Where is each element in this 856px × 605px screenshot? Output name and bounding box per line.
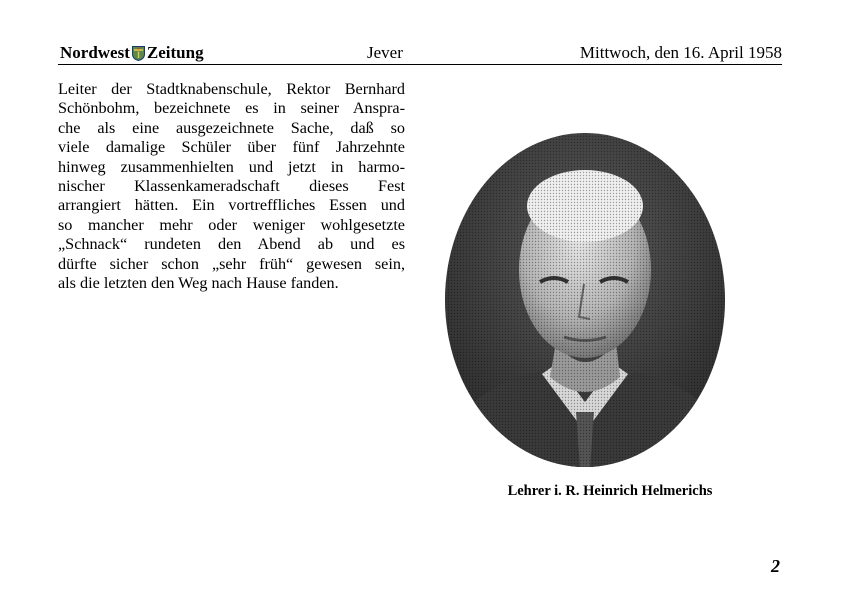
article-line: Leiter der Stadtknabenschule, Rektor Bernhard [58, 80, 405, 98]
article-line: als die letzten den Weg nach Hause fanden. [58, 274, 339, 293]
coat-of-arms-icon [132, 46, 145, 61]
brand-name-part2: Zeitung [146, 43, 204, 62]
article-line: „Schnack“ rundeten den Abend ab und es [58, 235, 405, 254]
photo-caption: Lehrer i. R. Heinrich Helmerichs [507, 483, 713, 499]
header-city: Jever [367, 43, 403, 62]
header-date: Mittwoch, den 16. April 1958 [579, 43, 782, 62]
page-number: 2 [771, 556, 780, 576]
article-line: hinweg zusammenhielten und jetzt in harmo- [58, 157, 405, 176]
article-line: viele damalige Schüler über fünf Jahrzehnte [58, 138, 405, 157]
article-line: dürfte sicher schon „sehr früh“ gewesen sein, [58, 254, 405, 273]
article-line: che als eine ausgezeichnete Sache, daß so [58, 118, 405, 137]
article-line: Schönbohm, bezeichnete es in seiner Anspra- [58, 99, 405, 118]
article-text [58, 80, 405, 293]
article-line: nischer Klassenkameradschaft dieses Fest [58, 177, 405, 196]
article-line: so mancher mehr oder weniger wohlgesetzte [58, 215, 405, 234]
portrait-photo [444, 132, 726, 468]
newspaper-header [58, 40, 782, 65]
newspaper-brand [60, 43, 204, 63]
brand-name-part1: Nordwest [60, 43, 130, 62]
article-line: arrangiert hätten. Ein vortreffliches Essen und [58, 196, 405, 215]
